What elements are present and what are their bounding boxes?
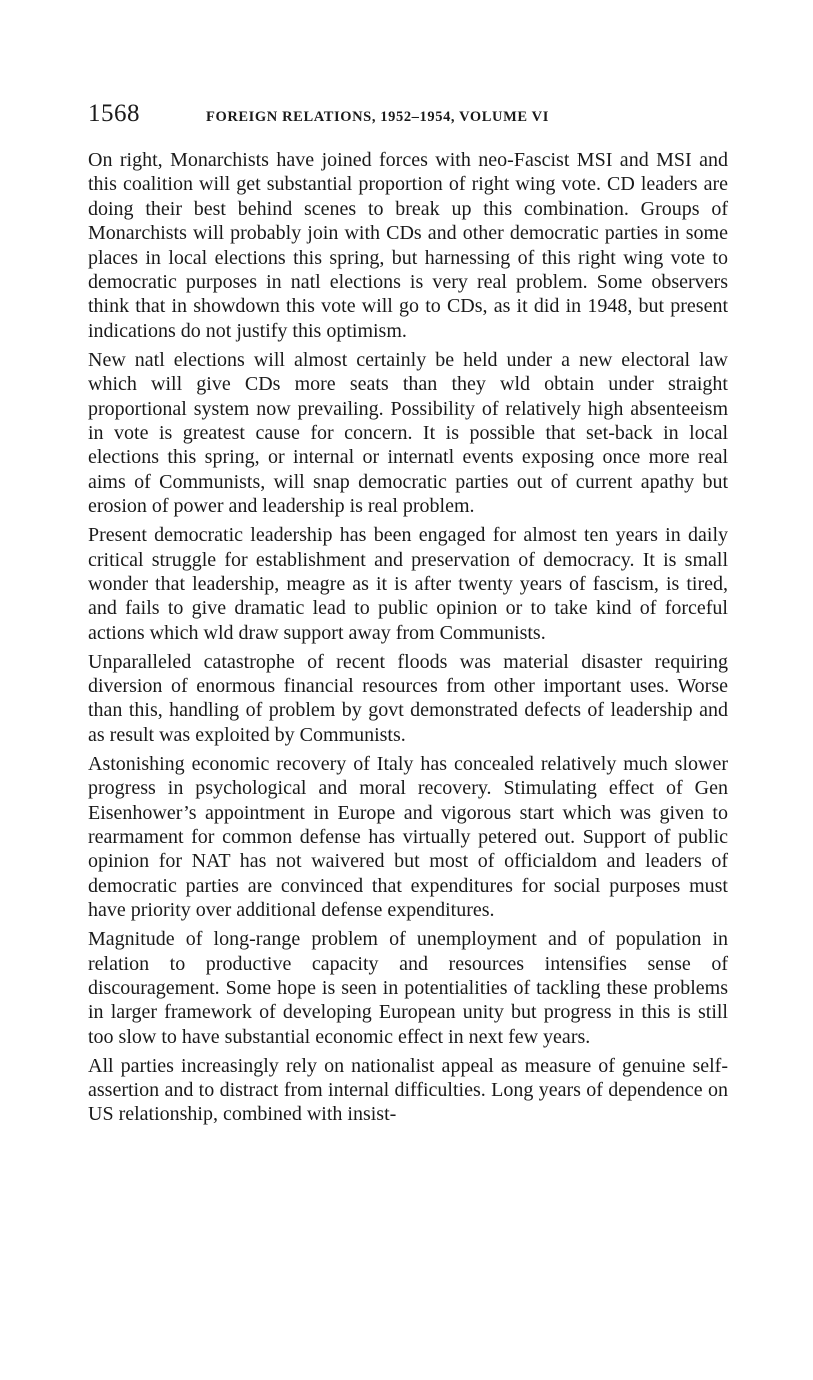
page-header (88, 100, 728, 140)
paragraph: On right, Monarchists have joined forces with neo-Fascist MSI and MSI and this coalition will get substantial proportion of right wing vote. CD leaders are doing their best behind scenes to break up this combination. Groups of Monarchists will probably join with CDs and other democratic parties in some places in local elections this spring, but harnessing of this right wing vote to democratic purposes in natl elections is very real problem. Some observers think that in showdown this vote will go to CDs, as it did in 1948, but present indications do not justify this optimism. (88, 149, 728, 342)
document-page (88, 100, 728, 1131)
paragraph: Present democratic leadership has been engaged for almost ten years in daily critical struggle for establishment and preservation of democracy. It is small wonder that leadership, meagre as it is after twenty years of fascism, is tired, and fails to give dramatic lead to public opinion or to take kind of forceful actions which wld draw support away from Communists. (88, 524, 728, 644)
running-head: FOREIGN RELATIONS, 1952–1954, VOLUME VI (206, 109, 549, 125)
paragraph: Magnitude of long-range problem of unemployment and of population in relation to productive capacity and resources intensifies sense of discouragement. Some hope is seen in potentialities of tackling these problems in larger framework of developing European unity but progress in this is still too slow to have substantial economic effect in next few years. (88, 928, 728, 1048)
paragraph: Astonishing economic recovery of Italy has concealed relatively much slower progress in psychological and moral recovery. Stimulating effect of Gen Eisenhower’s appointment in Europe and vigorous start which was given to rearmament for common defense has virtually petered out. Support of public opinion for NAT has not waivered but most of officialdom and leaders of democratic parties are convinced that expenditures for social purposes must have priority over additional defense expenditures. (88, 752, 728, 922)
paragraph: All parties increasingly rely on nationalist appeal as measure of genuine self-assertion and to distract from internal difficulties. Long years of dependence on US relationship, combined with insist- (88, 1054, 728, 1126)
paragraph: Unparalleled catastrophe of recent floods was material disaster requiring diversion of enormous financial resources from other important uses. Worse than this, handling of problem by govt demonstrated defects of leadership and as result was exploited by Communists. (88, 650, 728, 746)
page-number: 1568 (88, 100, 140, 127)
paragraph: New natl elections will almost certainly be held under a new electoral law which will give CDs more seats than they wld obtain under straight proportional system now prevailing. Possibility of relatively high absenteeism in vote is greatest cause for concern. It is possible that set-back in local elections this spring, or internal or internatl events exposing once more real aims of Communists, will snap democratic parties out of current apathy but erosion of power and leadership is real problem. (88, 348, 728, 518)
body-text (88, 148, 728, 1127)
